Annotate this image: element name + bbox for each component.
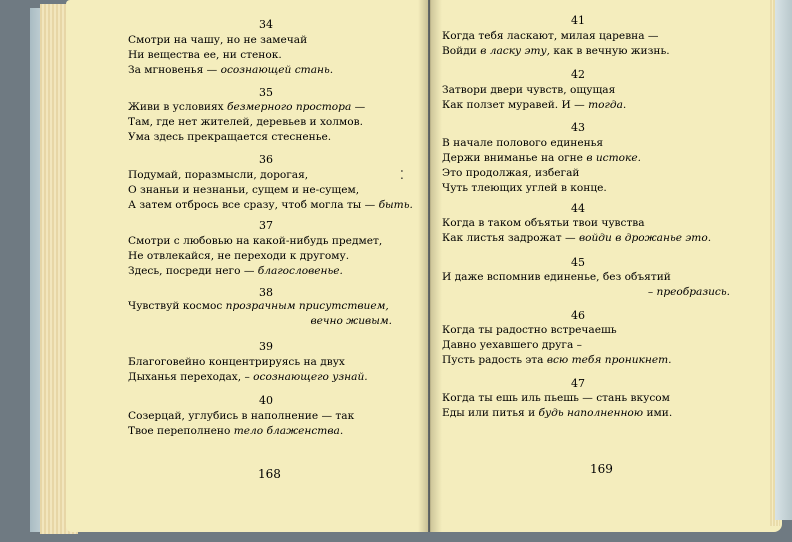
verse-line: Как ползет муравей. И — тогда. xyxy=(442,99,627,111)
book-cover-right xyxy=(775,0,792,520)
verse-text xyxy=(442,391,672,421)
verse-line: Смотри с любовью на какой-нибудь предмет, xyxy=(128,235,383,247)
verse-line: Ума здесь прекращается стесненье. xyxy=(128,131,332,143)
verse-text xyxy=(128,355,368,385)
book-gutter xyxy=(418,0,442,532)
verse-number: 39 xyxy=(259,340,273,353)
verse-line: Когда тебя ласкают, милая царевна — xyxy=(442,30,659,42)
verse-line: Чувствуй космос прозрачным присутствием, xyxy=(128,300,389,312)
verse-text xyxy=(442,323,672,368)
verse-line: Когда ты ешь иль пьешь — стань вкусом xyxy=(442,392,670,404)
verse-line: Как листья задрожат — войди в дрожанье это. xyxy=(442,232,712,244)
verse-line: Здесь, посреди него — благословенье. xyxy=(128,265,343,277)
verse-line: Созерцай, углубись в наполнение — так xyxy=(128,410,355,422)
verse-text xyxy=(128,234,382,279)
verse-number: 47 xyxy=(571,377,585,390)
verse-text xyxy=(128,168,413,213)
verse-line: – преобразись. xyxy=(647,286,730,298)
verse-line: И даже вспомнив единенье, без объятий xyxy=(442,271,671,283)
verse-line: Затвори двери чувств, ощущая xyxy=(442,84,616,96)
verse-line: Живи в условиях безмерного простора — xyxy=(128,101,366,113)
verse-line: Войди в ласку эту, как в вечную жизнь. xyxy=(442,45,670,57)
verse-line: Держи вниманье на огне в истоке. xyxy=(442,152,642,164)
verse-number: 42 xyxy=(571,68,585,81)
verse-line: Не отвлекайся, не переходи к другому. xyxy=(128,250,350,262)
verse-line: Когда ты радостно встречаешь xyxy=(442,324,617,336)
verse-number: 43 xyxy=(571,121,585,134)
verse-line: Благоговейно концентрируясь на двух xyxy=(128,356,345,368)
verse-number: 36 xyxy=(259,153,273,166)
margin-mark: ⁚ xyxy=(400,168,404,182)
left-page-number: 168 xyxy=(258,467,281,481)
verse-line: За мгновенья — осознающей стань. xyxy=(128,64,334,76)
verse-number: 44 xyxy=(571,202,585,215)
verse-line: Чуть тлеющих углей в конце. xyxy=(442,182,607,194)
verse-line: Ни вещества ее, ни стенок. xyxy=(128,49,282,61)
verse-number: 35 xyxy=(259,86,273,99)
verse-text xyxy=(442,83,626,113)
verse-text xyxy=(128,33,333,78)
verse-line: вечно живым. xyxy=(310,315,392,327)
verse-line: Давно уехавшего друга – xyxy=(442,339,582,351)
verse-line: Смотри на чашу, но не замечай xyxy=(128,34,308,46)
verse-number: 40 xyxy=(259,394,273,407)
verse-number: 37 xyxy=(259,219,273,232)
verse-line: Это продолжая, избегай xyxy=(442,167,580,179)
verse-line: В начале полового единенья xyxy=(442,137,604,149)
verse-text xyxy=(128,299,392,329)
verse-text xyxy=(442,136,641,196)
verse-number: 46 xyxy=(571,309,585,322)
verse-line: О знаньи и незнаньи, сущем и не-сущем, xyxy=(128,184,360,196)
verse-line: Подумай, поразмысли, дорогая, xyxy=(128,169,309,181)
verse-text xyxy=(442,29,670,59)
verse-line: Твое переполнено тело блаженства. xyxy=(128,425,344,437)
verse-text xyxy=(128,100,365,145)
verse-line: А затем отбрось все сразу, чтоб могла ты — быть. xyxy=(128,199,413,211)
verse-line: Дыханья переходах, – осознающего узнай. xyxy=(128,371,368,383)
verse-text xyxy=(442,270,730,300)
verse-line: Там, где нет жителей, деревьев и холмов. xyxy=(128,116,363,128)
verse-text xyxy=(442,216,711,246)
right-page-number: 169 xyxy=(590,462,613,476)
verse-text xyxy=(128,409,354,439)
verse-number: 34 xyxy=(259,18,273,31)
verse-line: Пусть радость эта всю тебя проникнет. xyxy=(442,354,672,366)
verse-line: Когда в таком объятьи твои чувства xyxy=(442,217,645,229)
verse-number: 45 xyxy=(571,256,585,269)
verse-number: 38 xyxy=(259,286,273,299)
verse-line: Еды или питья и будь наполненною ими. xyxy=(442,407,673,419)
verse-number: 41 xyxy=(571,14,585,27)
